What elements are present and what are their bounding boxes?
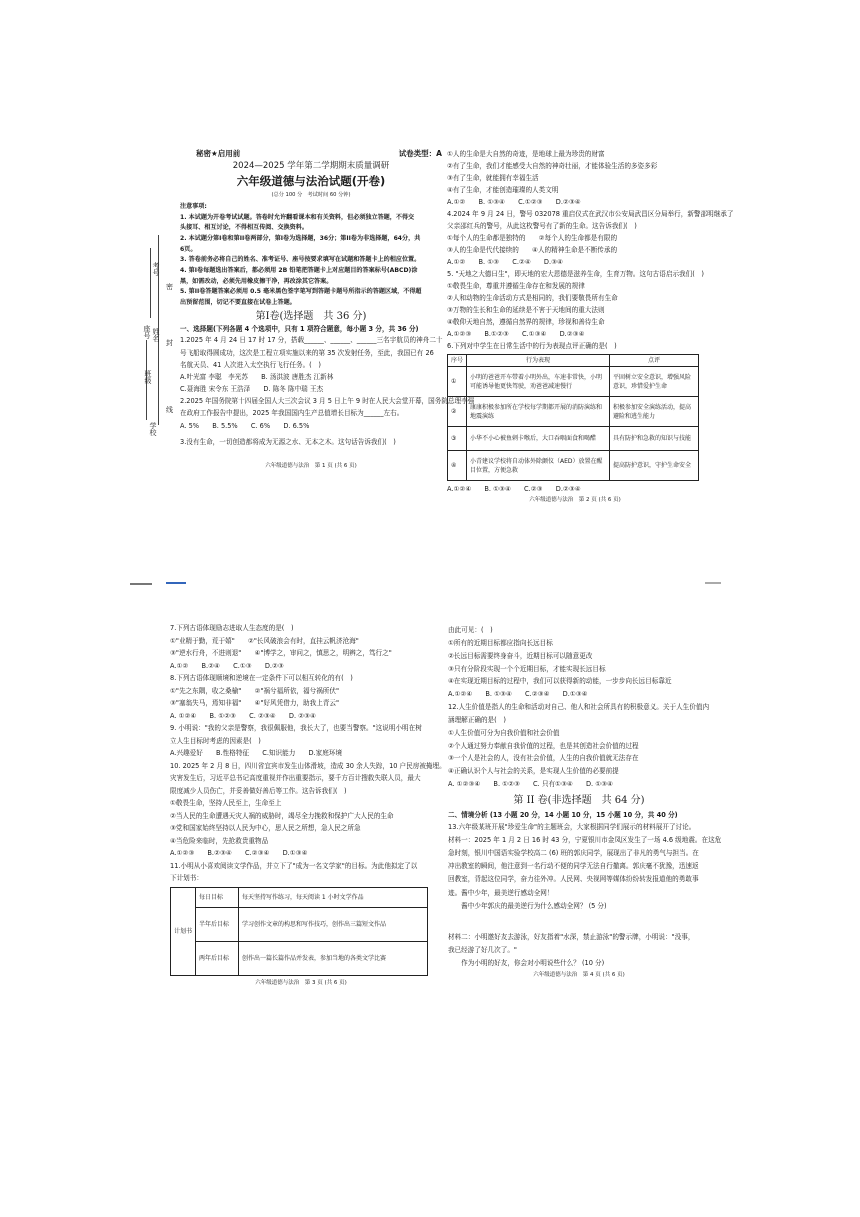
notice-line: 注意事项: xyxy=(180,203,207,211)
scan-mark xyxy=(166,582,186,584)
table-header-cell: 点评 xyxy=(610,355,699,367)
text-line: 限度减少人员伤亡，并妥善做好善后等工作。这告诉我们( ) xyxy=(170,786,347,795)
text-line: 13.六年级某班开展"珍爱生命"的主题班会，大家根据同学们展示的材料展开了讨论。 xyxy=(448,822,696,831)
plan-label: 计划书 xyxy=(171,887,196,975)
answer-options: A.①②④ B. ①③④ C.②③ D.②③④ xyxy=(447,485,581,494)
section-1-title: 第Ⅰ卷(选择题 共 36 分) xyxy=(255,310,367,322)
text-line: ②人和动物的生命活动方式是相同的，我们要敬畏所有生命 xyxy=(447,294,618,302)
notice-line: 3. 答卷前务必将自己的姓名、准考证号、座号按要求填写在试题和答题卡上的相应位置。 xyxy=(180,256,421,264)
behavior-table xyxy=(447,354,699,481)
text-line: ①敬畏生命，尊重并遵循生命存在和发展的规律 xyxy=(447,282,585,290)
table-cell: 小华不小心被鱼刺卡喉后，大口吞咽面食和喝醋 xyxy=(467,427,610,451)
table-row xyxy=(171,907,428,941)
exam-title: 六年级道德与法治试题(开卷) xyxy=(236,174,386,189)
sidebar-label: 学校 xyxy=(149,422,157,436)
table-row xyxy=(448,367,699,397)
text-line: ③有了生命，就能拥有幸福生活 xyxy=(447,174,539,182)
text-line: 材料二：小明邀好友去游泳，好友指着"水深，禁止游泳"的警示牌，小明说："没事， xyxy=(448,933,695,941)
table-cell: 具有防护和急救的知识与技能 xyxy=(610,427,699,451)
text-line: ④在实现近期目标的过程中，我们可以获得新的动能，一步步向长远目标靠近 xyxy=(448,677,672,686)
sidebar-label: 考号 xyxy=(152,262,160,276)
text-line: 9. 小明说："我的父亲是警察，我很佩服他，我长大了，也要当警察。"这说明小明在树 xyxy=(170,724,422,733)
text-line: 涵理解正确的是( ) xyxy=(448,715,506,724)
table-cell: 每天坚持写作练习，每天阅读 1 小时文学作品 xyxy=(239,887,428,907)
text-line: A.①② B. ①③④ C.①②③ D.②③④ xyxy=(447,198,581,206)
text-line: ③"逆水行舟，不进则退" ④"博学之，审问之，慎思之，明辨之，笃行之" xyxy=(170,649,392,658)
question-line: A.叶光富 李聪 李光苏 B. 汤洪波 唐胜杰 江新林 xyxy=(180,372,334,381)
binding-line xyxy=(150,248,151,318)
table-cell: 半年后目标 xyxy=(196,907,239,941)
text-line: ①敬畏生命，坚持人民至上，生命至上 xyxy=(170,799,282,808)
question-13-material-2 xyxy=(448,931,710,971)
page-3 xyxy=(170,622,446,987)
table-cell: 提高防护意识，守护生命安全 xyxy=(610,451,699,481)
sidebar-label: 封 xyxy=(166,339,173,347)
table-cell: 创作出一篇长篇作品并发表，参加当地的各类文学比赛 xyxy=(239,941,428,975)
text-line: A.①②③ B.①②③ C.①③④ D.②③④ xyxy=(447,330,585,338)
text-line: A. ①②④ B. ①②③ C. ②③④ D. ②③④ xyxy=(170,711,316,720)
table-row xyxy=(448,397,699,427)
table-cell: 小明的爸爸开车带着小明外出，车速非常快，小明可能诱导他更快驾驶，劝爸爸减速慢行 xyxy=(467,367,610,397)
page-footer: 六年级道德与法治 第 3 页 (共 6 页) xyxy=(255,979,347,986)
table-cell: ① xyxy=(448,367,467,397)
notice-line: 5. 第II卷答题答案必须用 0.5 毫米黑色签字笔写到答题卡题号所指示的答题区域，不得超 xyxy=(180,288,422,296)
text-line: ③只有分阶段实现一个个近期目标，才能实现长远目标 xyxy=(448,664,606,673)
notice-line: 4. 第I卷每题选出答案后，都必须用 2B 铅笔把答题卡上对应题目的答案标号(ABCD)涂 xyxy=(180,266,418,274)
table-header-cell: 行为表现 xyxy=(467,355,610,367)
text-line: 迹。酱中少年，最美逆行感动全网！ xyxy=(448,888,554,897)
notice-line: 2. 本试题分第I卷和第II卷两部分，第I卷为选择题，36分；第II卷为非选择题，64分，共 xyxy=(180,235,421,243)
table-cell: 学习创作文章的构思和写作技巧，创作出三篇短文作品 xyxy=(239,907,428,941)
table-cell: 平固树立安全意识，增强风险意识，珍惜爱护生命 xyxy=(610,367,699,397)
text-line: 5. "天地之大德曰生"，即天地的宏大恩德是滋养生命，生育万物。这句古语启示我们( ) xyxy=(447,270,704,278)
table-row xyxy=(448,451,699,481)
text-line: 回教室，背起这位同学，奋力往外冲。人民网、央视网等媒体纷纷转发报道他的勇敢事 xyxy=(448,875,699,884)
choice-heading: 一、选择题(下列各题 4 个选项中，只有 1 项符合题意，每小题 3 分，共 36 分) xyxy=(180,325,419,334)
table-cell: 两年后目标 xyxy=(196,941,239,975)
text-line: 作为小明的好友，你会对小明说些什么？ (10 分) xyxy=(448,959,605,968)
notice-line: 1. 本试题为开卷考试试题。答卷时允许翻看课本和有关资料，但必须独立答题，不得交 xyxy=(180,213,415,221)
text-line: A.①② B.②④ C.①③ D.②③ xyxy=(170,661,284,670)
notice-line: 出预留范围，切记不要直接在试卷上答题。 xyxy=(180,298,296,306)
sidebar-label: 线 xyxy=(166,406,173,414)
notice-block xyxy=(180,202,442,309)
text-line: ③"塞翁失马，焉知非福" ④"好风凭借力，助我上青云" xyxy=(170,699,340,708)
text-line: A.①② B. ①③ C.②④ D.③④ xyxy=(447,258,563,266)
text-line: 由此可见：( ) xyxy=(448,626,493,634)
scan-mark xyxy=(705,582,721,584)
table-cell: 积极参加安全演练活动，提高避险和逃生能力 xyxy=(610,397,699,427)
table-cell: ④ xyxy=(448,451,467,481)
text-line: ③党和国家始终坚持以人民为中心，思人民之所想，急人民之所急 xyxy=(170,824,361,833)
text-line: 父亲邵红兵的警号，从此这枚警号有了新的生命。这告诉我们( ) xyxy=(447,222,637,230)
text-line: 10. 2025 年 2 月 8 日，四川省宜宾市发生山体滑坡，造成 30 余人失踪，10 户民房被掩埋。 xyxy=(170,761,446,770)
notice-line: 头接耳、相互讨论，不得相互传阅、交换资料。 xyxy=(180,224,308,232)
text-line: 材料一：2025 年 1 月 2 日 16 时 43 分，宁夏银川市金凤区发生了一场 4.6 级地震。在这危 xyxy=(448,835,722,844)
question-line: 在政府工作报告中提出，2025 年我国国内生产总值增长目标为______左右。 xyxy=(180,409,404,418)
text-line: ③一个人是社会的人，没有社会价值，人生的自我价值就无法存在 xyxy=(448,754,639,763)
text-line: A.兴趣爱好 B.性格特征 C.知识能力 D.家庭环境 xyxy=(170,749,343,758)
analysis-heading: 二、情境分析 (13 小题 20 分，14 小题 10 分，15 小题 10 分，共 40 分) xyxy=(448,811,678,820)
text-line: ④敬仰天地自然，遵循自然界的规律，珍视和善待生命 xyxy=(447,318,605,326)
text-line: 7.下列古语体现励志进取人生态度的是( ) xyxy=(170,624,294,632)
text-line: 我已经游了好几次了。" xyxy=(448,946,517,955)
sidebar-label: 密 xyxy=(166,283,173,291)
text-line: 4.2024 年 9 月 24 日，警号 032078 重启仪式在武汉市公安局武昌区分局举行，新警邵明继承了 xyxy=(447,210,734,218)
scan-mark xyxy=(130,583,152,585)
question-line: C.聂海胜 宋令东 王浩泽 D. 陈冬 陈中瑞 王杰 xyxy=(180,385,324,394)
page-2-lines xyxy=(447,148,734,352)
page-footer: 六年级道德与法治 第 1 页 (共 6 页) xyxy=(265,463,357,470)
text-line: 12.人生价值是指人的生命和活动对自己、他人和社会所具有的积极意义。关于人生价值内 xyxy=(448,703,710,712)
table-cell: 小青建议学校将自动体外除颤仪（AED）放置在醒目位置，方便急救 xyxy=(467,451,610,481)
sidebar-label: 班级 xyxy=(144,370,152,384)
text-line: ①每个人的生命都是独特的 ②每个人的生命都是有限的 xyxy=(447,234,618,242)
text-line: A. ①②③④ B. ①②③ C. 只有①③④ D. ①③④ xyxy=(448,780,613,789)
question-line: 1.2025 年 4 月 24 日 17 时 17 分，搭载______、______、______三名宇航员的神舟二十 xyxy=(180,336,443,345)
question-13 xyxy=(448,821,722,913)
text-line: ④当危险来临时，先抢救贵重物品 xyxy=(170,836,269,845)
table-row xyxy=(171,887,428,907)
question-line: 号飞船取得圆成功，这次是工程立项实施以来的第 35 次发射任务，至此，我国已有 26 xyxy=(180,348,434,357)
text-line: 6.下列对中学生在日常生活中的行为表现点评正确的是( ) xyxy=(447,342,617,350)
sidebar-label: 座号 xyxy=(143,325,151,339)
text-line: ④正确认识个人与社会的关系，是实现人生价值的必要前提 xyxy=(448,767,619,776)
page-2 xyxy=(447,148,734,504)
text-line: ③万物的生长和生命的延续是不害于天地间的重大法则 xyxy=(447,306,605,314)
table-cell: ② xyxy=(448,397,467,427)
text-line: ②个人通过努力奉献自我价值的过程，也是其创造社会价值的过程 xyxy=(448,741,639,750)
text-line: 酱中少年郭庆的最美逆行为什么感动全网？ (5 分) xyxy=(448,901,607,910)
text-line: ③人的生命是代代接续的 ④人的精神生命是不断传承的 xyxy=(447,246,618,254)
text-line: ①人的生命是大自然的奇迹，是地球上最为珍贵的财富 xyxy=(447,150,605,158)
text-line: 灾害发生后，习近平总书记高度重视并作出重要指示，要千方百计搜救失联人员，最大 xyxy=(170,774,421,783)
text-line: 冲出教室的瞬间，他注意到一名行动不便的同学无法自行撤离。郭庆毫不犹豫，迅速返 xyxy=(448,862,699,871)
page-4 xyxy=(448,624,722,979)
text-line: ①所有的近期目标都应指向长远目标 xyxy=(448,638,553,647)
text-line: 立人生目标时考虑的因素是( ) xyxy=(170,736,261,745)
question-line: A. 5% B. 5.5% C. 6% D. 6.5% xyxy=(180,421,310,430)
table-row xyxy=(171,941,428,975)
page-footer: 六年级道德与法治 第 4 页 (共 6 页) xyxy=(533,971,625,978)
notice-line: 6页。 xyxy=(180,245,197,253)
text-line: A.①②③ B.②③④ C.②③④ D.①③④ xyxy=(170,849,308,858)
exam-term: 2024—2025 学年第二学期期末质量调研 xyxy=(232,161,390,171)
paper-type: 试卷类型：A xyxy=(398,149,442,158)
text-line: ②有了生命，我们才能感受大自然的神奇壮丽，才能体验生活的多姿多彩 xyxy=(447,162,658,170)
table-cell: 每日目标 xyxy=(196,887,239,907)
table-header-cell: 序号 xyxy=(448,355,467,367)
table-row xyxy=(448,427,699,451)
page-4-lines xyxy=(448,624,710,791)
notice-line: 黑，如需改动，必须先用橡皮擦干净，再改涂其它答案。 xyxy=(180,277,333,285)
exam-meta: (总分 100 分 考试时间 60 分钟) xyxy=(271,191,351,198)
text-line: ①"业精于勤，荒于嬉" ②"长风破浪会有时，直挂云帆济沧海" xyxy=(170,636,359,645)
text-line: ①人生价值可分为自我价值和社会价值 xyxy=(448,728,560,737)
page-3-lines xyxy=(170,622,446,885)
table-cell: ③ xyxy=(448,427,467,451)
text-line: ②长远目标需要终身奋斗，近期目标可以随意更改 xyxy=(448,651,593,660)
secret-label: 秘密★启用前 xyxy=(196,149,241,158)
question-line: 名航天员、41 人次进入太空执行飞行任务。( ) xyxy=(180,360,321,369)
text-line: 8.下列古语体现顺境和逆境在一定条件下可以相互转化的有( ) xyxy=(170,674,353,683)
text-line: ④有了生命，才能创造璀璨的人类文明 xyxy=(447,186,559,194)
text-line: 下计划书： xyxy=(170,874,203,883)
text-line: 急时刻，银川中国语实验学校高二 (6) 班的郭庆同学，展现出了非凡的勇气与担当。在 xyxy=(448,849,699,858)
plan-table xyxy=(170,887,428,976)
sidebar-label: 姓名 xyxy=(152,328,160,342)
question-line: 3.没有生命，一切创造都将成为无源之水、无本之木。这句话告诉我们( ) xyxy=(180,437,396,446)
question-line: 2.2025 年国务院第十四届全国人大三次会议 3 月 5 日上午 9 时在人民大会堂开幕，国务院总理李强 xyxy=(180,397,475,406)
table-cell: 康康积极参加所在学校每学期都开展的消防演练和地震演练 xyxy=(467,397,610,427)
text-line: A.①②④ B. ①③④ C.②③④ D.①③④ xyxy=(448,690,588,699)
page-footer: 六年级道德与法治 第 2 页 (共 6 页) xyxy=(529,496,621,503)
table-header-row xyxy=(448,355,699,367)
text-line: ②当人民的生命遭遇天灾人祸的威胁时，竭尽全力挽救和保护广大人民的生命 xyxy=(170,811,394,820)
text-line: 11.小明从小喜欢阅读文学作品，并立下了"成为一名文学家"的目标。为此他拟定了以 xyxy=(170,861,418,870)
text-line: ①"先之东隅，收之桑榆" ②"祸兮福所依，福兮祸所伏" xyxy=(170,686,340,695)
section-2-title: 第 II 卷(非选择题 共 64 分) xyxy=(513,794,645,806)
